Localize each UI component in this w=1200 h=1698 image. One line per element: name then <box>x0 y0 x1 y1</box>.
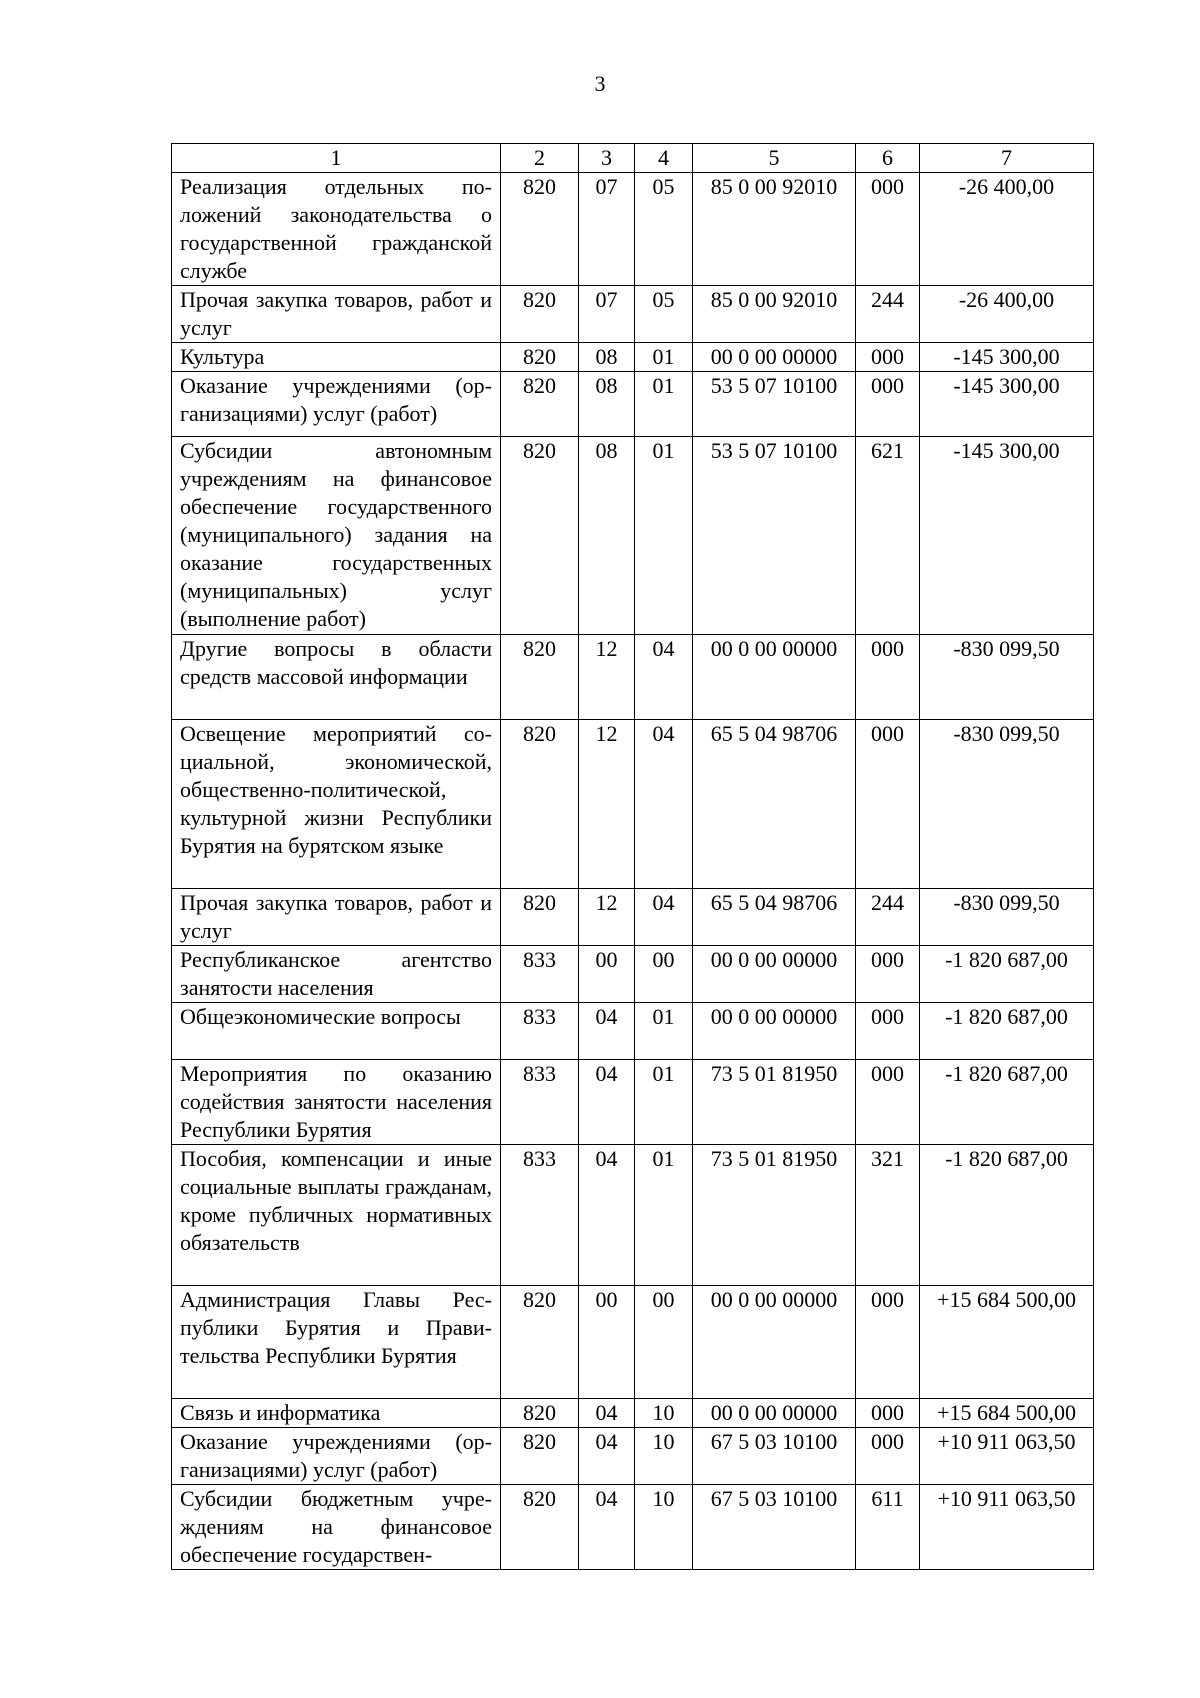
subsection-code: 01 <box>635 1003 693 1060</box>
subsection-code: 01 <box>635 343 693 372</box>
ministry-code: 833 <box>501 1145 579 1286</box>
amount: -26 400,00 <box>920 173 1094 286</box>
table-row <box>172 372 1094 437</box>
table-row <box>172 720 1094 889</box>
item-name: Оказание учреждениями (организациями) услуг (работ) <box>172 1428 501 1485</box>
ministry-code: 833 <box>501 1003 579 1060</box>
item-name: Освещение мероприятий социальной, экономической, общественно-политической, культурной жизни Республики Бурятия на бурятском языке <box>172 720 501 889</box>
subsection-code: 00 <box>635 1286 693 1399</box>
table-row <box>172 1286 1094 1399</box>
target-code: 00 0 00 00000 <box>693 946 856 1003</box>
header-cell: 4 <box>635 144 693 173</box>
section-code: 12 <box>579 635 635 720</box>
expense-type-code: 321 <box>856 1145 920 1286</box>
target-code: 53 5 07 10100 <box>693 437 856 635</box>
amount: -830 099,50 <box>920 635 1094 720</box>
ministry-code: 820 <box>501 437 579 635</box>
ministry-code: 820 <box>501 173 579 286</box>
item-name: Пособия, компенсации и иные социальные выплаты гражданам, кроме публичных нормативных обязательств <box>172 1145 501 1286</box>
item-name: Реализация отдельных положений законодательства о государственной гражданской службе <box>172 173 501 286</box>
subsection-code: 01 <box>635 437 693 635</box>
subsection-code: 04 <box>635 720 693 889</box>
section-code: 00 <box>579 1286 635 1399</box>
header-cell: 2 <box>501 144 579 173</box>
header-cell: 1 <box>172 144 501 173</box>
ministry-code: 820 <box>501 635 579 720</box>
item-name: Оказание учреждениями (организациями) услуг (работ) <box>172 372 501 437</box>
amount: -145 300,00 <box>920 372 1094 437</box>
ministry-code: 833 <box>501 946 579 1003</box>
section-code: 04 <box>579 1145 635 1286</box>
ministry-code: 820 <box>501 1286 579 1399</box>
target-code: 00 0 00 00000 <box>693 1286 856 1399</box>
table-row <box>172 173 1094 286</box>
subsection-code: 10 <box>635 1428 693 1485</box>
subsection-code: 05 <box>635 286 693 343</box>
page-number: 3 <box>594 71 606 96</box>
ministry-code: 820 <box>501 889 579 946</box>
amount: +10 911 063,50 <box>920 1485 1094 1570</box>
subsection-code: 00 <box>635 946 693 1003</box>
amount: -145 300,00 <box>920 343 1094 372</box>
section-code: 07 <box>579 173 635 286</box>
target-code: 85 0 00 92010 <box>693 173 856 286</box>
amount: -1 820 687,00 <box>920 1145 1094 1286</box>
expense-type-code: 000 <box>856 372 920 437</box>
section-code: 04 <box>579 1399 635 1428</box>
expense-type-code: 244 <box>856 286 920 343</box>
item-name: Другие вопросы в области средств массовой информации <box>172 635 501 720</box>
section-code: 08 <box>579 372 635 437</box>
expense-type-code: 621 <box>856 437 920 635</box>
item-name: Связь и информатика <box>172 1399 501 1428</box>
amount: -830 099,50 <box>920 889 1094 946</box>
ministry-code: 833 <box>501 1060 579 1145</box>
amount: -26 400,00 <box>920 286 1094 343</box>
target-code: 67 5 03 10100 <box>693 1428 856 1485</box>
header-cell: 5 <box>693 144 856 173</box>
header-cell: 7 <box>920 144 1094 173</box>
expense-type-code: 000 <box>856 1286 920 1399</box>
amount: +15 684 500,00 <box>920 1286 1094 1399</box>
table-row <box>172 1145 1094 1286</box>
section-code: 08 <box>579 437 635 635</box>
target-code: 00 0 00 00000 <box>693 1003 856 1060</box>
target-code: 00 0 00 00000 <box>693 343 856 372</box>
table-row <box>172 635 1094 720</box>
target-code: 00 0 00 00000 <box>693 635 856 720</box>
table-row <box>172 1428 1094 1485</box>
expense-type-code: 244 <box>856 889 920 946</box>
subsection-code: 01 <box>635 1145 693 1286</box>
subsection-code: 01 <box>635 1060 693 1145</box>
item-name: Мероприятия по оказанию содействия занятости населения Республики Бурятия <box>172 1060 501 1145</box>
table-row <box>172 1399 1094 1428</box>
header-cell: 6 <box>856 144 920 173</box>
table-row <box>172 1485 1094 1570</box>
item-name: Прочая закупка товаров, работ и услуг <box>172 286 501 343</box>
subsection-code: 05 <box>635 173 693 286</box>
expense-type-code: 000 <box>856 635 920 720</box>
section-code: 07 <box>579 286 635 343</box>
amount: +15 684 500,00 <box>920 1399 1094 1428</box>
subsection-code: 10 <box>635 1399 693 1428</box>
amount: -830 099,50 <box>920 720 1094 889</box>
item-name: Республиканское агентство занятости населения <box>172 946 501 1003</box>
item-name: Общеэкономические вопросы <box>172 1003 501 1060</box>
target-code: 00 0 00 00000 <box>693 1399 856 1428</box>
section-code: 04 <box>579 1003 635 1060</box>
target-code: 65 5 04 98706 <box>693 720 856 889</box>
expense-type-code: 000 <box>856 720 920 889</box>
target-code: 85 0 00 92010 <box>693 286 856 343</box>
expense-type-code: 611 <box>856 1485 920 1570</box>
table-row <box>172 437 1094 635</box>
ministry-code: 820 <box>501 372 579 437</box>
subsection-code: 10 <box>635 1485 693 1570</box>
target-code: 65 5 04 98706 <box>693 889 856 946</box>
expense-type-code: 000 <box>856 343 920 372</box>
table-row <box>172 1003 1094 1060</box>
item-name: Субсидии автономным учреждениям на финансовое обеспечение государственного (муниципального) задания на оказание государственных (муниципальных) услуг (выполнение работ) <box>172 437 501 635</box>
ministry-code: 820 <box>501 720 579 889</box>
table-row <box>172 343 1094 372</box>
expense-type-code: 000 <box>856 1060 920 1145</box>
subsection-code: 04 <box>635 889 693 946</box>
amount: +10 911 063,50 <box>920 1428 1094 1485</box>
section-code: 12 <box>579 889 635 946</box>
header-row <box>172 144 1094 173</box>
expense-type-code: 000 <box>856 1003 920 1060</box>
item-name: Прочая закупка товаров, работ и услуг <box>172 889 501 946</box>
table-row <box>172 1060 1094 1145</box>
amount: -1 820 687,00 <box>920 1060 1094 1145</box>
header-cell: 3 <box>579 144 635 173</box>
section-code: 08 <box>579 343 635 372</box>
amount: -1 820 687,00 <box>920 946 1094 1003</box>
section-code: 04 <box>579 1485 635 1570</box>
amount: -145 300,00 <box>920 437 1094 635</box>
target-code: 53 5 07 10100 <box>693 372 856 437</box>
item-name: Культура <box>172 343 501 372</box>
section-code: 00 <box>579 946 635 1003</box>
amount: -1 820 687,00 <box>920 1003 1094 1060</box>
section-code: 04 <box>579 1060 635 1145</box>
subsection-code: 01 <box>635 372 693 437</box>
table-row <box>172 889 1094 946</box>
item-name: Субсидии бюджетным учреждениям на финансовое обеспечение государствен- <box>172 1485 501 1570</box>
item-name: Администрация Главы Республики Бурятия и Правительства Республики Бурятия <box>172 1286 501 1399</box>
ministry-code: 820 <box>501 1399 579 1428</box>
table-row <box>172 286 1094 343</box>
section-code: 04 <box>579 1428 635 1485</box>
expense-type-code: 000 <box>856 946 920 1003</box>
table-row <box>172 946 1094 1003</box>
budget-table <box>171 143 1094 1570</box>
target-code: 73 5 01 81950 <box>693 1060 856 1145</box>
ministry-code: 820 <box>501 1428 579 1485</box>
expense-type-code: 000 <box>856 173 920 286</box>
ministry-code: 820 <box>501 1485 579 1570</box>
ministry-code: 820 <box>501 343 579 372</box>
expense-type-code: 000 <box>856 1399 920 1428</box>
target-code: 73 5 01 81950 <box>693 1145 856 1286</box>
ministry-code: 820 <box>501 286 579 343</box>
section-code: 12 <box>579 720 635 889</box>
subsection-code: 04 <box>635 635 693 720</box>
expense-type-code: 000 <box>856 1428 920 1485</box>
target-code: 67 5 03 10100 <box>693 1485 856 1570</box>
